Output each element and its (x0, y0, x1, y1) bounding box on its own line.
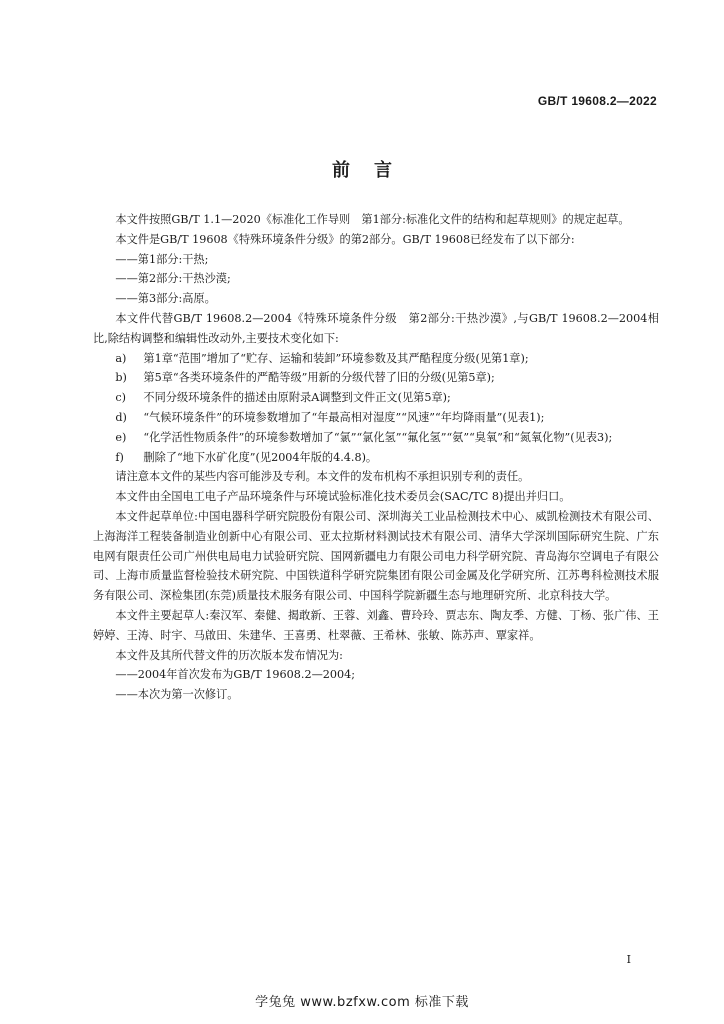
list-text: “气候环境条件”的环境参数增加了“年最高相对湿度”“风速”“年均降雨量”(见表1); (143, 410, 545, 424)
paragraph-series-intro: 本文件是GB/T 19608《特殊环境条件分级》的第2部分。GB/T 19608已经发布了以下部分: (115, 232, 575, 246)
paragraph-patent-notice: 请注意本文件的某些内容可能涉及专利。本文件的发布机构不承担识别专利的责任。 (115, 470, 530, 484)
paragraph-drafting-rules: 本文件按照GB/T 1.1—2020《标准化工作导则 第1部分:标准化文件的结构和起草规则》的规定起草。 (115, 213, 630, 226)
list-text: 第5章“各类环境条件的严酷等级”用新的分级代替了旧的分级(见第5章); (143, 371, 495, 385)
paragraph-history-intro: 本文件及其所代替文件的历次版本发布情况为: (115, 648, 343, 662)
paragraph-drafters: 本文件主要起草人:秦汉军、秦健、揭敢新、王蓉、刘鑫、曹玲玲、贾志东、陶友季、方健、丁杨、张广伟、王婷婷、王涛、时宇、马啟田、朱建华、王喜勇、杜翠薇、王希林、张敏、陈苏声、覃家祥。 (93, 608, 659, 642)
list-item (115, 448, 659, 468)
page-title: 前言 (332, 160, 416, 181)
list-text: 第1章“范围”增加了“贮存、运输和装卸”环境参数及其严酷程度分级(见第1章); (143, 351, 529, 365)
changes-list (93, 349, 659, 468)
paragraph-proposer: 本文件由全国电工电子产品环境条件与环境试验标准化技术委员会(SAC/TC 8)提出并归口。 (115, 490, 571, 504)
part-item: ——第2部分:干热沙漠; (115, 272, 231, 286)
list-text: 删除了“地下水矿化度”(见2004年版的4.4.8)。 (143, 450, 378, 464)
paragraph-drafting-units: 本文件起草单位:中国电器科学研究院股份有限公司、深圳海关工业品检测技术中心、威凯检测技术有限公司、上海海洋工程装备制造业创新中心有限公司、亚太拉斯材料测试技术有限公司、清华大学深圳国际研究生院、广东电网有限责任公司广州供电局电力试验研究院、国网新疆电力有限公司电力科学研究院、青岛海尔空调电子有限公司、上海市质量监督检验技术研究院、中国铁道科学研究院集团有限公司金属及化学研究所、江苏粤科检测技术服务有限公司、深检集团(东莞)质量技术服务有限公司、中国科学院新疆生态与地理研究所、北京科技大学。 (93, 509, 659, 603)
list-marker: f) (115, 450, 124, 464)
part-item: ——第1部分:干热; (115, 252, 209, 266)
paragraph-replaces: 本文件代替GB/T 19608.2—2004《特殊环境条件分级 第2部分:干热沙漠》,与GB/T 19608.2—2004相比,除结构调整和编辑性改动外,主要技术变化如下: (93, 311, 659, 345)
list-marker: b) (115, 371, 127, 385)
list-item (115, 408, 659, 428)
page-number: I (626, 953, 631, 966)
standard-code: GB/T 19608.2—2022 (537, 94, 657, 108)
list-marker: d) (115, 410, 127, 424)
list-text: “化学活性物质条件”的环境参数增加了“氯”“氯化氢”“氟化氢”“氨”“臭氧”和“氮氧化物”(见表3); (143, 430, 613, 444)
list-item (115, 388, 659, 408)
list-marker: a) (115, 351, 127, 365)
list-item (115, 368, 659, 388)
footer-watermark: 学兔兔 www.bzfxw.com 标准下载 (255, 995, 469, 1010)
list-item (115, 428, 659, 448)
history-item: ——2004年首次发布为GB/T 19608.2—2004; (115, 668, 355, 682)
list-text: 不同分级环境条件的描述由原附录A调整到文件正文(见第5章); (143, 391, 451, 405)
part-item: ——第3部分:高原。 (115, 292, 216, 306)
list-marker: e) (115, 430, 127, 444)
list-item (115, 349, 659, 369)
history-item: ——本次为第一次修订。 (115, 688, 239, 702)
foreword-body (93, 210, 659, 705)
list-marker: c) (115, 391, 127, 405)
